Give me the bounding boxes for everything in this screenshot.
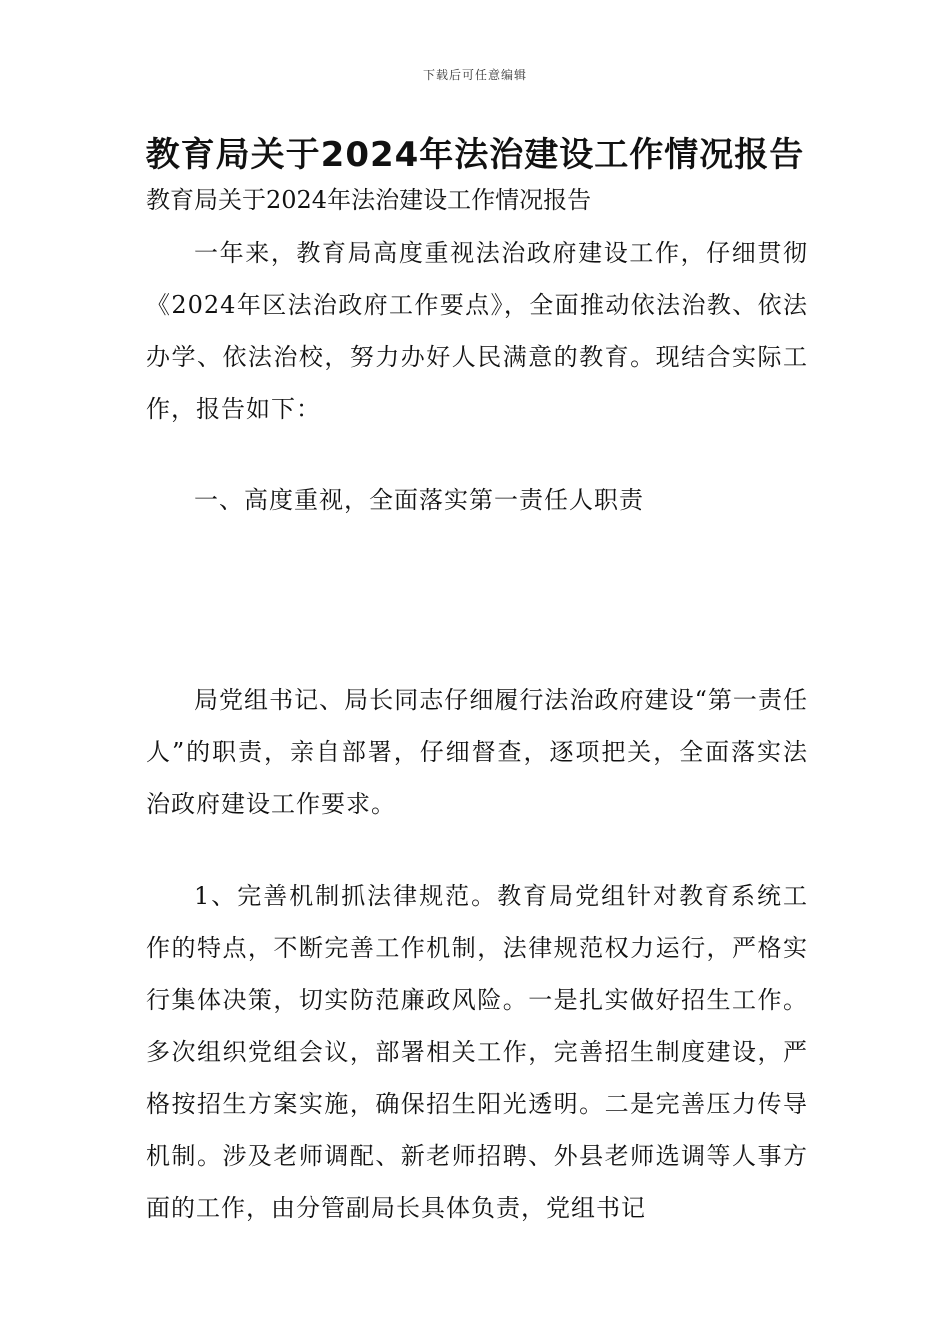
body-paragraph: 局党组书记、局长同志仔细履行法治政府建设“第一责任人”的职责，亲自部署，仔细督查，逐项把关，全面落实法治政府建设工作要求。 (146, 686, 808, 818)
intro-paragraph: 一年来，教育局高度重视法治政府建设工作，仔细贯彻《2024年区法治政府工作要点》，全面推动依法治教、依法办学、依法治校，努力办好人民满意的教育。现结合实际工作，报告如下： (146, 239, 808, 423)
body-paragraph: 1、完善机制抓法律规范。教育局党组针对教育系统工作的特点，不断完善工作机制，法律规范权力运行，严格实行集体决策，切实防范廉政风险。一是扎实做好招生工作。多次组织党组会议，部署相关工作，完善招生制度建设，严格按招生方案实施，确保招生阳光透明。二是完善压力传导机制。涉及老师调配、新老师招聘、外县老师选调等人事方面的工作，由分管副局长具体负责，党组书记 (146, 882, 808, 1222)
document-title: 教育局关于2024年法治建设工作情况报告 (145, 135, 805, 175)
header-note: 下载后可任意编辑 (422, 68, 527, 82)
document-subtitle: 教育局关于2024年法治建设工作情况报告 (146, 186, 592, 214)
section-heading: 一、高度重视，全面落实第一责任人职责 (194, 486, 644, 514)
